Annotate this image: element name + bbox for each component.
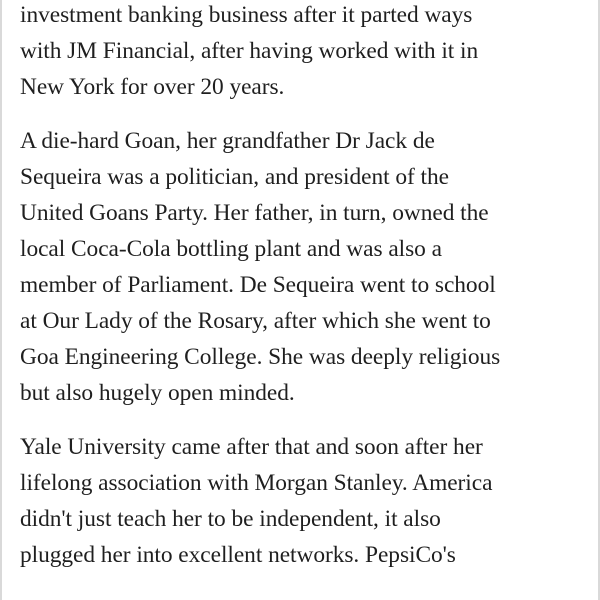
paragraph-1-line-3: New York for over 20 years.	[20, 74, 285, 100]
paragraph-2-line-6: at Our Lady of the Rosary, after which she went to	[20, 308, 491, 334]
paragraph-1-line-1: investment banking business after it parted ways	[20, 2, 473, 28]
paragraph-3-line-3: didn't just teach her to be independent, it also	[20, 506, 441, 532]
paragraph-2-line-4: local Coca-Cola bottling plant and was also a	[20, 236, 442, 262]
article-paragraph-1	[20, 0, 585, 105]
paragraph-3-line-4: plugged her into excellent networks. PepsiCo's	[20, 542, 456, 568]
paragraph-2-line-3: United Goans Party. Her father, in turn, owned the	[20, 200, 489, 226]
paragraph-2-line-1: A die-hard Goan, her grandfather Dr Jack de	[20, 128, 435, 154]
paragraph-2-line-8: but also hugely open minded.	[20, 380, 295, 406]
paragraph-1-line-2: with JM Financial, after having worked with it in	[20, 38, 479, 64]
article-body	[20, 0, 585, 591]
left-edge-divider	[0, 0, 2, 600]
article-paragraph-2	[20, 123, 585, 411]
paragraph-2-line-2: Sequeira was a politician, and president of the	[20, 164, 449, 190]
paragraph-2-line-5: member of Parliament. De Sequeira went to school	[20, 272, 496, 298]
paragraph-3-line-2: lifelong association with Morgan Stanley. America	[20, 470, 493, 496]
paragraph-3-line-1: Yale University came after that and soon after her	[20, 434, 483, 460]
article-paragraph-3	[20, 429, 585, 573]
paragraph-2-line-7: Goa Engineering College. She was deeply religious	[20, 344, 501, 370]
